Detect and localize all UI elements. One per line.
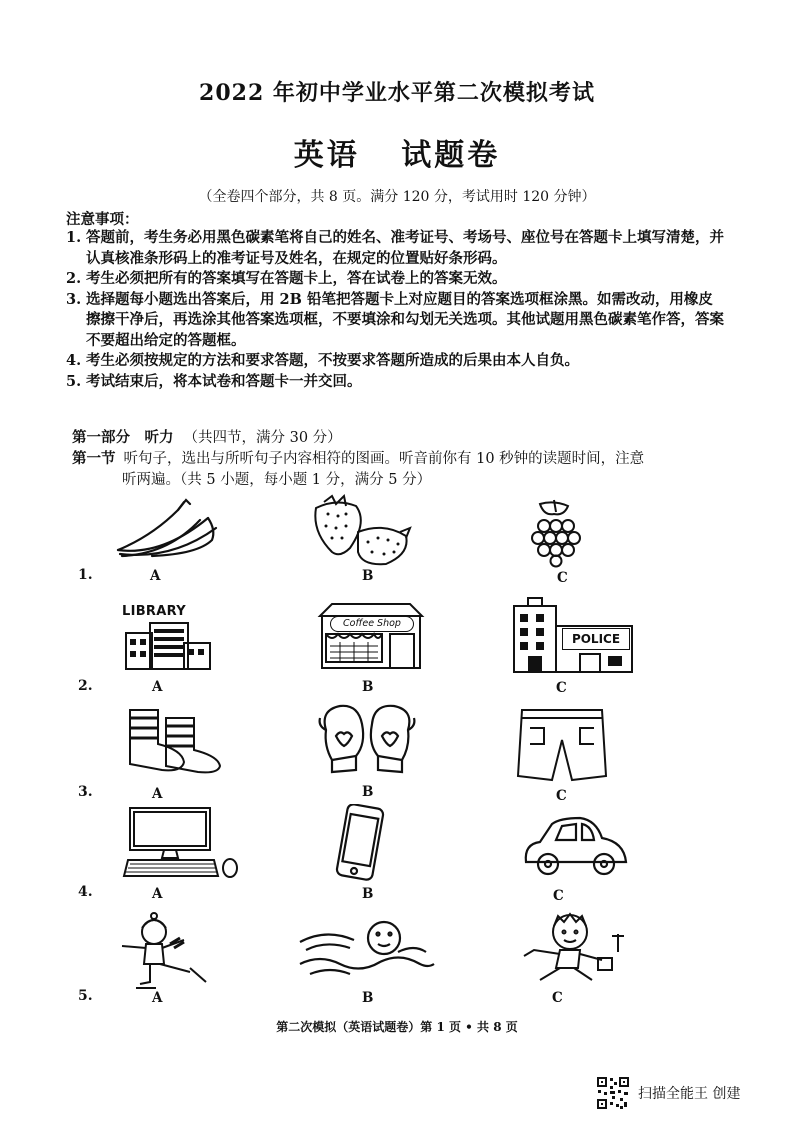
notice-item: 4. 考生必须按规定的方法和要求答题，不按要求答题所造成的后果由本人自负。	[66, 352, 579, 369]
notice-item: 1. 答题前，考生务必用黑色碳素笔将自己的姓名、准考证号、考场号、座位号在答题卡上填写清楚，并认真核准条形码上的准考证号及姓名，在规定的位置贴好条形码。	[66, 229, 724, 267]
option-label: A	[152, 679, 163, 695]
coffee-shop-building	[316, 598, 426, 670]
running-boy-icon	[500, 910, 630, 986]
library-icon	[122, 604, 214, 675]
library-building	[122, 619, 214, 671]
scanner-watermark	[596, 1076, 740, 1110]
option-label: A	[150, 568, 161, 584]
page-footer: 第二次模拟（英语试题卷）第 1 页 • 共 8 页	[276, 1020, 518, 1034]
grapes-icon	[524, 496, 588, 568]
notice-list	[66, 228, 726, 392]
coffee-shop-sign: Coffee Shop	[330, 616, 414, 632]
smartphone-icon	[332, 804, 388, 882]
option-label: C	[556, 680, 567, 696]
option-label: B	[362, 990, 374, 1006]
section-heading: 第一节 听句子，选出与所听句子内容相符的图画。听音前你有 10 秒钟的读题时间，注意 听两遍。（共 5 小题，每小题 1 分，满分 5 分）	[72, 450, 645, 488]
paper-label: 试题卷	[401, 138, 501, 173]
option-label: C	[553, 888, 564, 904]
police-sign: POLICE	[562, 628, 630, 650]
option-label: A	[152, 886, 163, 902]
notice-item: 3. 选择题每小题选出答案后，用 2B 铅笔把答题卡上对应题目的答案选项框涂黑。如需改动，用橡皮擦擦干净后，再选涂其他答案选项框，不要填涂和勾划无关选项。其他试题用黑色碳素笔作答，答案不要超出给定的答题框。	[66, 290, 724, 349]
qr-code-icon	[596, 1076, 630, 1110]
strawberries-icon	[306, 492, 416, 568]
socks-icon	[122, 704, 232, 774]
bananas-icon	[112, 496, 222, 560]
scanner-label: 扫描全能王 创建	[638, 1086, 741, 1102]
computer-icon	[118, 806, 240, 880]
notice-item: 5. 考试结束后，将本试卷和答题卡一并交回。	[66, 372, 362, 390]
mittens-icon	[316, 696, 418, 778]
notice-item: 2. 考生必须把所有的答案填写在答题卡上，答在试卷上的答案无效。	[66, 270, 507, 287]
option-label: B	[362, 886, 374, 902]
exam-info: （全卷四个部分，共 8 页。满分 120 分，考试用时 120 分钟）	[198, 189, 596, 205]
option-label: A	[152, 786, 163, 802]
skating-icon	[110, 910, 220, 990]
part-heading: 第一部分 听力 （共四节，满分 30 分）	[72, 429, 342, 446]
question-number: 5.	[78, 988, 93, 1004]
option-label: A	[152, 990, 163, 1006]
question-number: 3.	[78, 784, 93, 800]
option-label: B	[362, 784, 374, 800]
exam-title: 2022 年初中学业水平第二次模拟考试	[199, 80, 595, 106]
subject-label: 英语	[293, 138, 360, 173]
car-icon	[520, 814, 632, 880]
notice-heading: 注意事项：	[66, 211, 139, 228]
option-label: C	[557, 570, 568, 586]
coffee-shop-icon	[316, 598, 426, 670]
question-number: 4.	[78, 884, 93, 900]
option-label: C	[556, 788, 567, 804]
question-number: 2.	[78, 678, 93, 694]
option-label: B	[362, 679, 374, 695]
shorts-icon	[516, 704, 608, 784]
exam-subtitle	[0, 130, 794, 174]
library-sign: LIBRARY	[122, 604, 186, 619]
police-station-icon	[508, 594, 636, 674]
question-number: 1.	[78, 567, 93, 583]
swimming-icon	[296, 916, 436, 980]
option-label: B	[362, 568, 374, 584]
option-label: C	[552, 990, 563, 1006]
